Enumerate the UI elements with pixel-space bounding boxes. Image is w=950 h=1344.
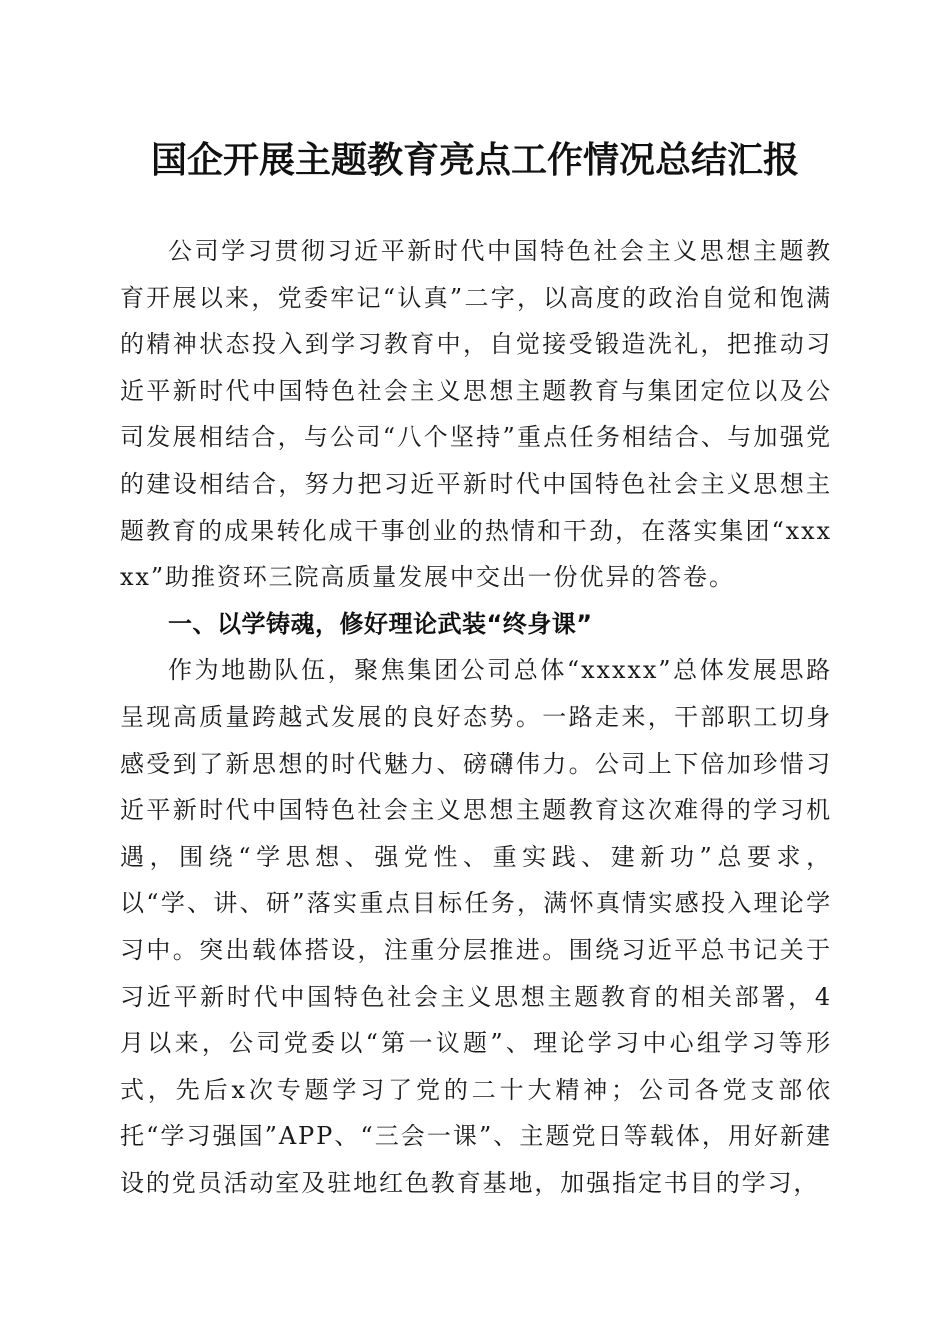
intro-paragraph: 公司学习贯彻习近平新时代中国特色社会主义思想主题教育开展以来，党委牢记“认真”二字，以高度的政治自觉和饱满的精神状态投入到学习教育中，自觉接受锻造洗礼，把推动习近平新时代中国特色社会主义思想主题教育与集团定位以及公司发展相结合，与公司“八个坚持”重点任务相结合、与加强党的建设相结合，努力把习近平新时代中国特色社会主义思想主题教育的成果转化成干事创业的热情和干劲，在落实集团“xxxxx”助推资环三院高质量发展中交出一份优异的答卷。	[120, 237, 832, 592]
document-title: 国企开展主题教育亮点工作情况总结汇报	[150, 139, 799, 181]
section-1-heading: 一、以学铸魂，修好理论武装“终身课”	[168, 609, 593, 638]
document-body	[120, 228, 832, 1206]
section-1-paragraph: 作为地勘队伍，聚焦集团公司总体“xxxxx”总体发展思路呈现高质量跨越式发展的良好态势。一路走来，干部职工切身感受到了新思想的时代魅力、磅礴伟力。公司上下倍加珍惜习近平新时代中国特色社会主义思想主题教育这次难得的学习机遇，围绕“学思想、强党性、重实践、建新功”总要求，以“学、讲、研”落实重点目标任务，满怀真情实感投入理论学习中。突出载体搭设，注重分层推进。围绕习近平总书记关于习近平新时代中国特色社会主义思想主题教育的相关部署，4月以来，公司党委以“第一议题”、理论学习中心组学习等形式，先后x次专题学习了党的二十大精神；公司各党支部依托“学习强国”APP、“三会一课”、主题党日等载体，用好新建设的党员活动室及驻地红色教育基地，加强指定书目的学习，	[120, 656, 832, 1197]
